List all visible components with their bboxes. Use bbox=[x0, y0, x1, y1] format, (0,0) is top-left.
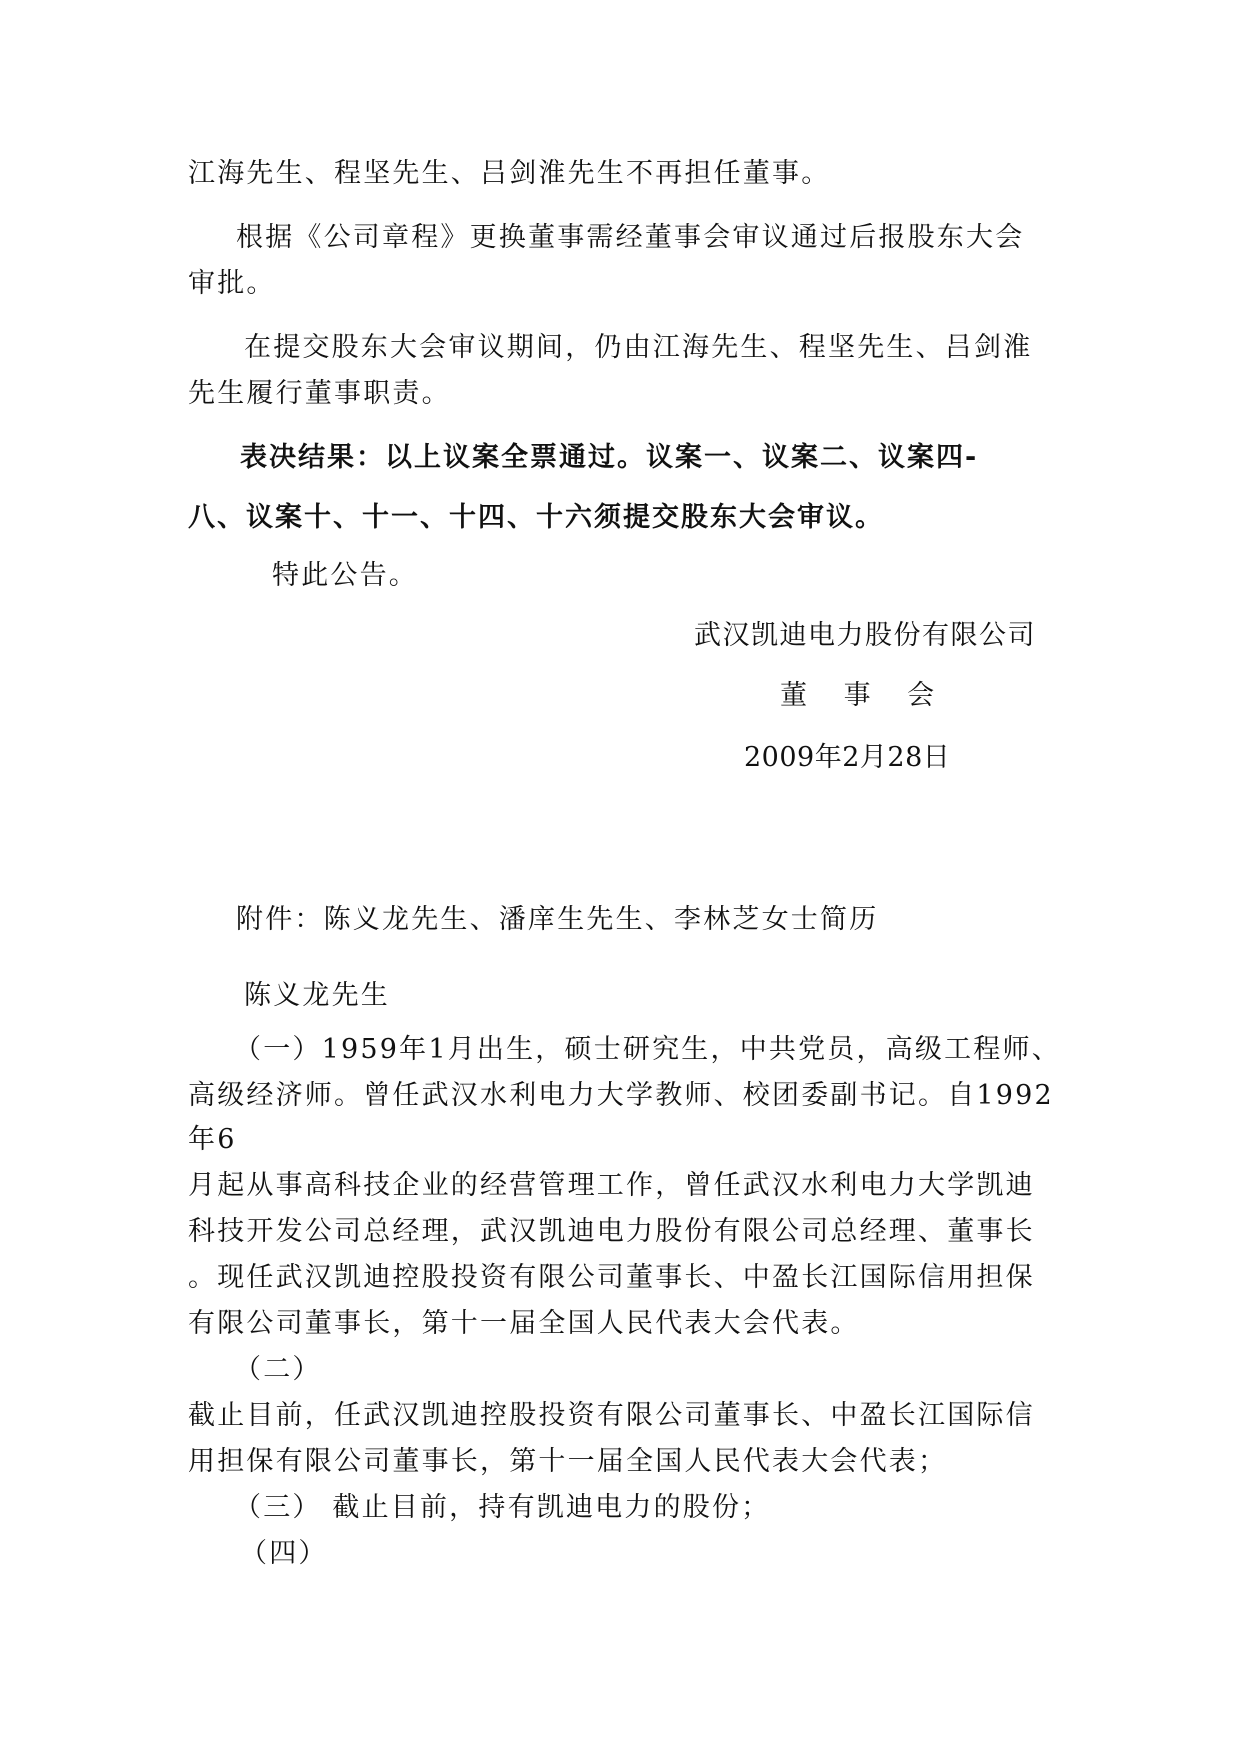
bio-line: 用担保有限公司董事长，第十一届全国人民代表大会代表； bbox=[188, 1446, 948, 1477]
paragraph-line: 先生履行董事职责。 bbox=[188, 378, 451, 409]
bio-line: 有限公司董事长，第十一届全国人民代表大会代表。 bbox=[188, 1308, 860, 1339]
notice-text: 特此公告。 bbox=[272, 560, 418, 591]
vote-result-line: 表决结果：以上议案全票通过。议案一、议案二、议案四- bbox=[240, 442, 979, 473]
paragraph-line: 在提交股东大会审议期间，仍由江海先生、程坚先生、吕剑淮 bbox=[244, 332, 1033, 363]
bio-line: 。现任武汉凯迪控股投资有限公司董事长、中盈长江国际信用担保 bbox=[188, 1262, 1035, 1293]
item-label: （四） bbox=[240, 1538, 328, 1569]
bio-line: （一）1959年1月出生，硕士研究生，中共党员，高级工程师、 bbox=[234, 1034, 1061, 1065]
bio-line: 截止目前，任武汉凯迪控股投资有限公司董事长、中盈长江国际信 bbox=[188, 1400, 1035, 1431]
paragraph-line: 江海先生、程坚先生、吕剑淮先生不再担任董事。 bbox=[188, 158, 831, 189]
attachment-title: 附件：陈义龙先生、潘庠生先生、李林芝女士简历 bbox=[236, 904, 879, 935]
paragraph-line: 审批。 bbox=[188, 268, 276, 299]
signature-company: 武汉凯迪电力股份有限公司 bbox=[694, 620, 1036, 651]
signature-board: 董 事 会 bbox=[780, 680, 949, 711]
bio-line: 月起从事高科技企业的经营管理工作，曾任武汉水利电力大学凯迪 bbox=[188, 1170, 1035, 1201]
bio-line: 高级经济师。曾任武汉水利电力大学教师、校团委副书记。自1992 bbox=[188, 1080, 1054, 1111]
person-name: 陈义龙先生 bbox=[244, 980, 390, 1011]
paragraph-line: 根据《公司章程》更换董事需经董事会审议通过后报股东大会 bbox=[236, 222, 1025, 253]
signature-date: 2009年2月28日 bbox=[744, 742, 951, 773]
item-label: （二） bbox=[234, 1354, 322, 1385]
bio-line: 科技开发公司总经理，武汉凯迪电力股份有限公司总经理、董事长 bbox=[188, 1216, 1035, 1247]
bio-line: 年6 bbox=[188, 1124, 237, 1155]
bio-line: （三） 截止目前，持有凯迪电力的股份； bbox=[234, 1492, 771, 1523]
vote-result-line: 八、议案十、十一、十四、十六须提交股东大会审议。 bbox=[188, 502, 884, 533]
